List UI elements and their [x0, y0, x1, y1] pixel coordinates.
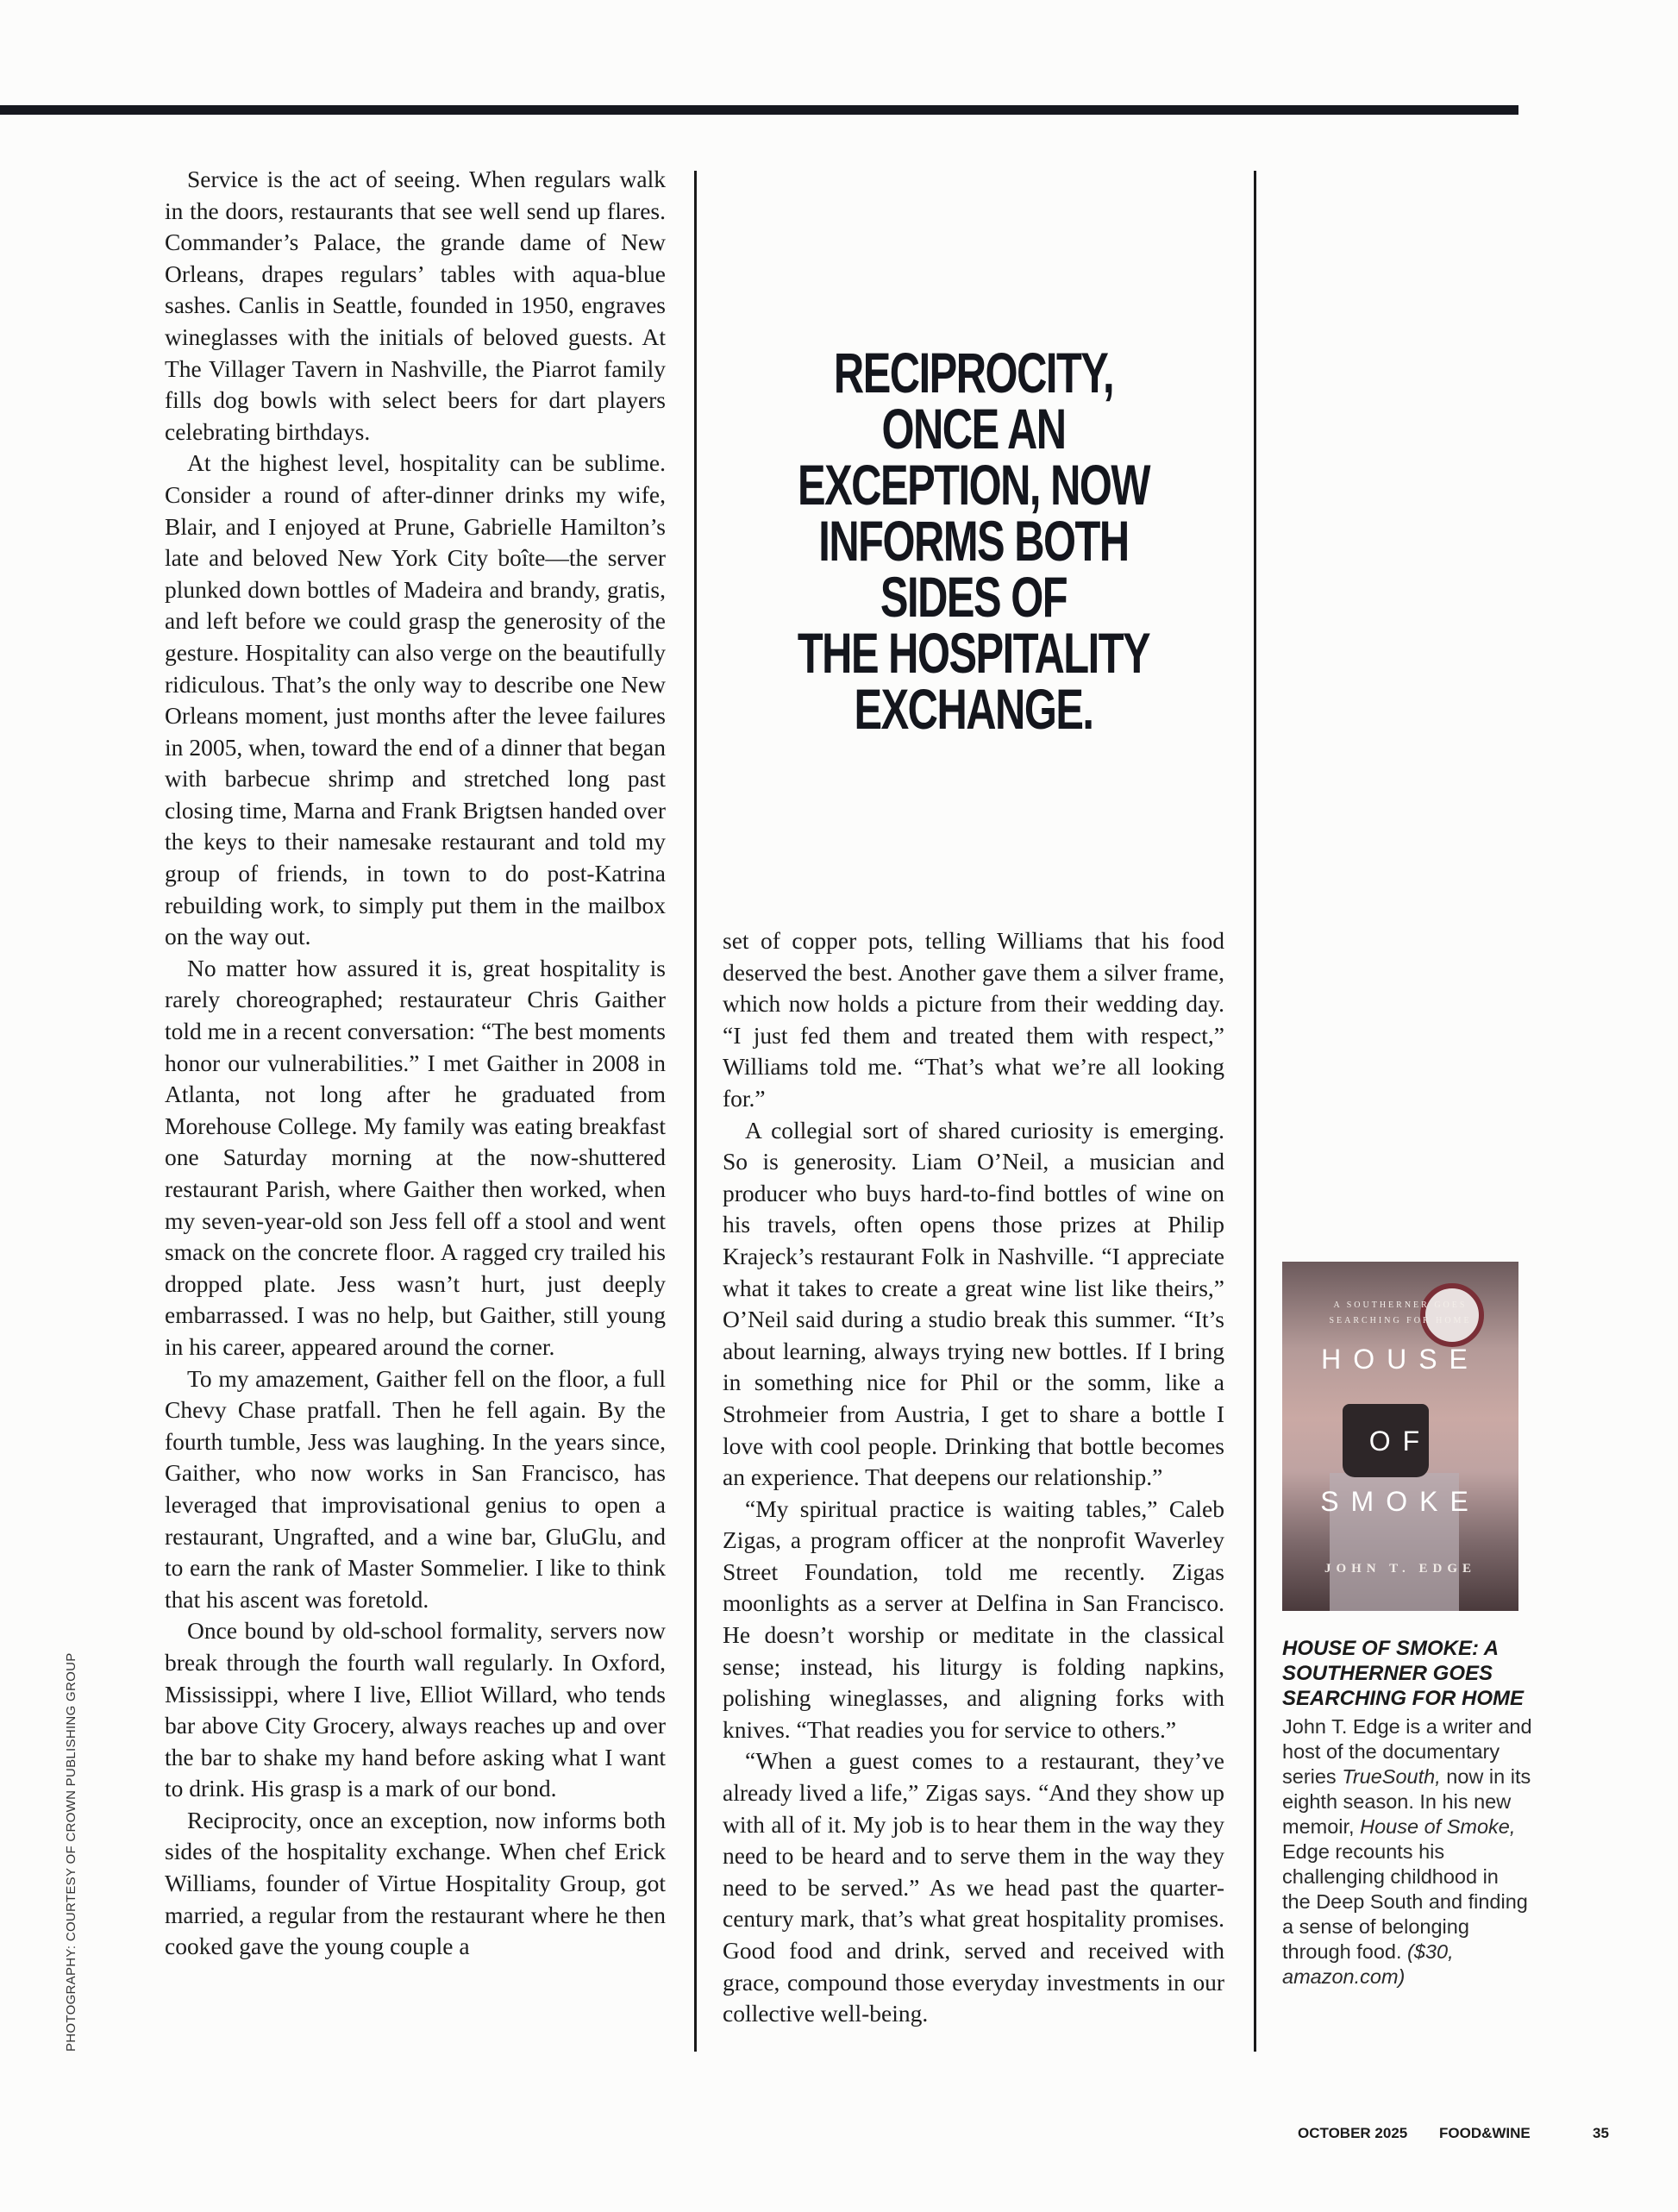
paragraph: Service is the act of seeing. When regulars walk in the doors, restaurants that see well send up flares. Commander’s Palace, the grande dame of New Orleans, drapes regulars’ tables with aqua-blue sashes. Canlis in Seattle, founded in 1950, engraves wineglasses with the initials of beloved guests. At The Villager Tavern in Nashville, the Piarrot family fills dog bowls with select beers for dart players celebrating birthdays.	[165, 166, 666, 445]
page-number: 35	[1593, 2125, 1609, 2141]
caption-text: now in its eighth season. In his new memoir,	[1282, 1765, 1531, 1838]
paragraph: To my amazement, Gaither fell on the floor, a full Chevy Chase pratfall. Then he fell again. By the fourth tumble, Jess was laughing. In the years since, Gaither, who now works in San Francisco, has leveraged that improvisational genius to open a restaurant, Ungrafted, and a wine bar, GluGlu, and to earn the rank of Master Sommelier. I like to think that his ascent was foretold.	[165, 1364, 666, 1613]
paragraph: A collegial sort of shared curiosity is emerging. So is generosity. Liam O’Neil, a musician and producer who buys hard-to-find bottles of wine on his travels, often opens those prizes at Philip Krajeck’s restaurant Folk in Nashville. “I appreciate what it takes to create a great wine list like theirs,” O’Neil said during a studio break this summer. “It’s about learning, always trying new bottles. If I bring in something nice for Phil or the somm, like a Strohmeier from Austria, I get to share a bottle I love with cool people. Drinking that bottle becomes an experience. That deepens our relationship.”	[723, 1116, 1224, 1491]
book-caption-body	[1282, 1714, 1532, 1990]
book-caption-title: HOUSE OF SMOKE: A SOUTHERNER GOES SEARCHING FOR HOME	[1282, 1637, 1525, 1710]
book-caption	[1282, 1636, 1532, 1990]
cover-title-line: HOUSE	[1321, 1344, 1480, 1375]
article-column-middle	[723, 925, 1224, 2030]
book-title: House of Smoke,	[1360, 1815, 1516, 1838]
pull-quote	[723, 341, 1224, 741]
footer-magazine: FOOD&WINE	[1439, 2125, 1531, 2141]
book-price: ($30, amazon.com)	[1282, 1940, 1454, 1988]
top-rule	[0, 105, 1518, 115]
cover-title-line: OF	[1368, 1426, 1432, 1457]
column-divider	[694, 171, 697, 2052]
series-title: TrueSouth,	[1342, 1765, 1441, 1788]
paragraph: “When a guest comes to a restaurant, they’ve already lived a life,” Zigas says. “And they show up with all of it. My job is to hear them in the way they need to be heard and to serve them in the way they need to be served.” As we head past the quarter-century mark, that’s what great hospitality promises. Good food and drink, served and received with grace, compound those everyday investments in our collective well-being.	[723, 1747, 1224, 2027]
cover-subtitle	[1282, 1298, 1518, 1329]
cover-author: JOHN T. EDGE	[1324, 1562, 1477, 1576]
caption-text: Edge recounts his challenging childhood in the Deep South and finding a sense of belonging through food.	[1282, 1840, 1528, 1963]
paragraph: set of copper pots, telling Williams that his food deserved the best. Another gave them a silver frame, which now holds a picture from their wedding day. “I just fed them and treated them with respect,” Williams told me. “That’s what we’re all looking for.”	[723, 927, 1224, 1112]
paragraph: Reciprocity, once an exception, now informs both sides of the hospitality exchange. When chef Erick Williams, founder of Virtue Hospitality Group, got married, a regular from the restaurant where he then cooked gave the young couple a	[165, 1806, 666, 1960]
cover-title-line: SMOKE	[1320, 1486, 1481, 1517]
pull-quote-line: THE HOSPITALITY	[797, 621, 1150, 685]
paragraph: No matter how assured it is, great hospitality is rarely choreographed; restaurateur Chris Gaither told me in a recent conversation: “The best moments honor our vulnerabilities.” I met Gaither in 2008 in Atlanta, not long after he graduated from Morehouse College. My family was eating breakfast one Saturday morning at the now-shuttered restaurant Parish, where Gaither then worked, when my seven-year-old son Jess fell off a stool and went smack on the concrete floor. A ragged cry trailed his dropped plate. Jess wasn’t hurt, just deeply embarrassed. I was no help, but Gaither, still young in his career, appeared around the corner.	[165, 954, 666, 1360]
pull-quote-line: EXCEPTION, NOW	[797, 453, 1150, 517]
pull-quote-line: EXCHANGE.	[854, 677, 1093, 741]
photo-credit: PHOTOGRAPHY: COURTESY OF CROWN PUBLISHING GROUP	[64, 1652, 78, 2052]
column-divider	[1254, 171, 1256, 2052]
cover-subtitle-line: A SOUTHERNER GOES	[1333, 1300, 1468, 1310]
article-column-left	[165, 164, 666, 1963]
pull-quote-line: SIDES OF	[880, 565, 1068, 629]
pull-quote-line: INFORMS BOTH	[818, 509, 1129, 573]
paragraph: At the highest level, hospitality can be sublime. Consider a round of after-dinner drinks my wife, Blair, and I enjoyed at Prune, Gabrielle Hamilton’s late and beloved New York City boîte—the server plunked down bottles of Madeira and brandy, gratis, and left before we could grasp the generosity of the gesture. Hospitality can also verge on the beautifully ridiculous. That’s the only way to describe one New Orleans moment, just months after the levee failures in 2005, when, toward the end of a dinner that began with barbecue shrimp and stretched long past closing time, Marna and Frank Brigtsen handed over the keys to their namesake restaurant and told my group of friends, in town to do post-Katrina rebuilding work, to simply put them in the mailbox on the way out.	[165, 449, 666, 950]
paragraph: “My spiritual practice is waiting tables,” Caleb Zigas, a program officer at the nonprofit Waverley Street Foundation, told me recently. Zigas moonlights as a server at Delfina in San Francisco. He doesn’t worship or meditate in the classical sense; instead, his liturgy is folding napkins, polishing wineglasses, and aligning forks with knives. “That readies you for service to others.”	[723, 1495, 1224, 1743]
caption-text: John T. Edge is a writer and host of the documentary series	[1282, 1715, 1532, 1788]
book-cover-image	[1282, 1262, 1518, 1611]
paragraph: Once bound by old-school formality, servers now break through the fourth wall regularly. In Oxford, Mississippi, where I live, Elliot Willard, who tends bar above City Grocery, always reaches up and over the bar to shake my hand before asking what I want to drink. His grasp is a mark of our bond.	[165, 1617, 666, 1802]
pull-quote-line: ONCE AN	[881, 397, 1066, 461]
cover-subtitle-line: SEARCHING FOR HOME	[1329, 1316, 1472, 1325]
pull-quote-line: RECIPROCITY,	[833, 341, 1114, 404]
footer-date: OCTOBER 2025	[1298, 2125, 1408, 2141]
